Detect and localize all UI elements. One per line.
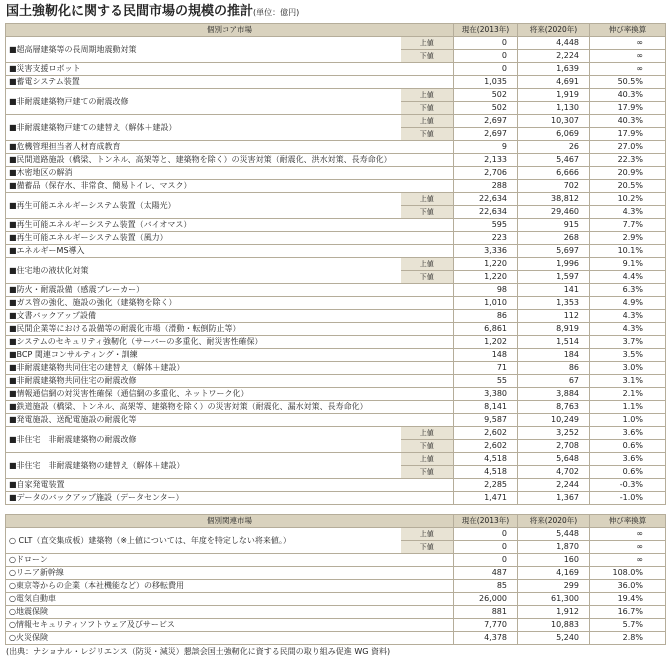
current-value: 4,378	[454, 632, 518, 645]
table-row	[6, 154, 666, 167]
header-future: 将来(2020年)	[518, 24, 590, 37]
future-value: 26	[518, 141, 590, 154]
growth-rate: 10.1%	[590, 245, 666, 258]
bound-label: 上値	[401, 193, 454, 206]
item-label: ■防火・耐震設備（感震ブレーカー）	[6, 284, 454, 297]
future-value: 1,353	[518, 297, 590, 310]
growth-rate: 2.1%	[590, 388, 666, 401]
current-value: 4,518	[454, 466, 518, 479]
table-row	[6, 593, 666, 606]
growth-rate: ∞	[590, 63, 666, 76]
growth-rate: ∞	[590, 554, 666, 567]
growth-rate: 6.3%	[590, 284, 666, 297]
item-label: ■災害支援ロボット	[6, 63, 454, 76]
growth-rate: 0.6%	[590, 466, 666, 479]
unit-note: (単位：億円)	[253, 8, 300, 17]
future-value: 184	[518, 349, 590, 362]
growth-rate: ∞	[590, 528, 666, 541]
growth-rate: 3.0%	[590, 362, 666, 375]
growth-rate: 4.3%	[590, 323, 666, 336]
current-value: 0	[454, 541, 518, 554]
future-value: 1,367	[518, 492, 590, 505]
current-value: 71	[454, 362, 518, 375]
future-value: 5,648	[518, 453, 590, 466]
growth-rate: -0.3%	[590, 479, 666, 492]
current-value: 2,706	[454, 167, 518, 180]
growth-rate: 17.9%	[590, 128, 666, 141]
source-note: (出典：ナショナル・レジリエンス（防災・減災）懇談会国土強靭化に資する民間の取り組み促進 WG 資料)	[6, 647, 391, 656]
table-row	[6, 180, 666, 193]
related-market-header	[6, 515, 666, 528]
future-value: 915	[518, 219, 590, 232]
item-label: ■非住宅 非耐震建築物の建替え（解体＋建設）	[6, 453, 401, 479]
future-value: 8,919	[518, 323, 590, 336]
current-value: 6,861	[454, 323, 518, 336]
table-row	[6, 479, 666, 492]
item-label: ■非耐震建築物戸建ての耐震改修	[6, 89, 401, 115]
table-row	[6, 310, 666, 323]
table-row	[6, 632, 666, 645]
future-value: 4,691	[518, 76, 590, 89]
growth-rate: 2.9%	[590, 232, 666, 245]
future-value: 1,912	[518, 606, 590, 619]
current-value: 2,602	[454, 427, 518, 440]
page-title	[6, 3, 299, 21]
future-value: 3,884	[518, 388, 590, 401]
growth-rate: 16.7%	[590, 606, 666, 619]
header-item: 個別コア市場	[6, 24, 454, 37]
table-row	[6, 193, 666, 206]
future-value: 61,300	[518, 593, 590, 606]
current-value: 2,133	[454, 154, 518, 167]
table-row	[6, 567, 666, 580]
table-row	[6, 284, 666, 297]
future-value: 86	[518, 362, 590, 375]
item-label: ■エネルギーMS導入	[6, 245, 454, 258]
table-row	[6, 37, 666, 50]
future-value: 1,996	[518, 258, 590, 271]
table-row	[6, 219, 666, 232]
table-row	[6, 427, 666, 440]
current-value: 3,336	[454, 245, 518, 258]
future-value: 1,514	[518, 336, 590, 349]
future-value: 6,666	[518, 167, 590, 180]
future-value: 4,702	[518, 466, 590, 479]
item-label: ○火災保険	[6, 632, 454, 645]
growth-rate: 4.3%	[590, 310, 666, 323]
table-row	[6, 349, 666, 362]
related-market-table	[5, 514, 666, 645]
table-row	[6, 388, 666, 401]
growth-rate: 40.3%	[590, 89, 666, 102]
future-value: 2,244	[518, 479, 590, 492]
future-value: 299	[518, 580, 590, 593]
item-label: ■再生可能エネルギーシステム装置（バイオマス）	[6, 219, 454, 232]
header-growth: 伸び率換算	[590, 515, 666, 528]
future-value: 1,597	[518, 271, 590, 284]
growth-rate: 0.6%	[590, 440, 666, 453]
current-value: 2,697	[454, 128, 518, 141]
current-value: 3,380	[454, 388, 518, 401]
item-label: ■鉄道施設（橋梁、トンネル、高架等、建築物を除く）の災害対策（耐震化、漏水対策、長寿命化）	[6, 401, 454, 414]
current-value: 2,285	[454, 479, 518, 492]
growth-rate: 20.9%	[590, 167, 666, 180]
current-value: 502	[454, 102, 518, 115]
future-value: 1,919	[518, 89, 590, 102]
item-label: ■システムのセキュリティ強靭化（サーバーの多重化、耐災害性確保）	[6, 336, 454, 349]
current-value: 9	[454, 141, 518, 154]
growth-rate: 3.5%	[590, 349, 666, 362]
bound-label: 上値	[401, 427, 454, 440]
current-value: 8,141	[454, 401, 518, 414]
item-label: ■超高層建築等の長周期地震動対策	[6, 37, 401, 63]
item-label: ■危機管理担当者人材育成教育	[6, 141, 454, 154]
growth-rate: 5.7%	[590, 619, 666, 632]
item-label: ■再生可能エネルギーシステム装置（太陽光）	[6, 193, 401, 219]
header-item: 個別関連市場	[6, 515, 454, 528]
item-label: ○情報セキュリティソフトウェア及びサービス	[6, 619, 454, 632]
growth-rate: 40.3%	[590, 115, 666, 128]
current-value: 55	[454, 375, 518, 388]
table-row	[6, 492, 666, 505]
item-label: ■木密地区の解消	[6, 167, 454, 180]
current-value: 26,000	[454, 593, 518, 606]
table-row	[6, 258, 666, 271]
growth-rate: ∞	[590, 541, 666, 554]
growth-rate: 17.9%	[590, 102, 666, 115]
current-value: 1,010	[454, 297, 518, 310]
item-label: ■文書バックアップ設備	[6, 310, 454, 323]
growth-rate: ∞	[590, 50, 666, 63]
growth-rate: 10.2%	[590, 193, 666, 206]
future-value: 5,240	[518, 632, 590, 645]
growth-rate: 3.6%	[590, 427, 666, 440]
current-value: 2,602	[454, 440, 518, 453]
current-value: 0	[454, 554, 518, 567]
current-value: 1,035	[454, 76, 518, 89]
future-value: 10,307	[518, 115, 590, 128]
table-row	[6, 167, 666, 180]
current-value: 86	[454, 310, 518, 323]
current-value: 22,634	[454, 193, 518, 206]
growth-rate: 3.7%	[590, 336, 666, 349]
current-value: 85	[454, 580, 518, 593]
growth-rate: 50.5%	[590, 76, 666, 89]
future-value: 1,870	[518, 541, 590, 554]
growth-rate: -1.0%	[590, 492, 666, 505]
bound-label: 上値	[401, 89, 454, 102]
future-value: 5,448	[518, 528, 590, 541]
item-label: ■民間企業等における設備等の耐震化市場（滑動・転倒防止等）	[6, 323, 454, 336]
table-row	[6, 76, 666, 89]
future-value: 2,224	[518, 50, 590, 63]
current-value: 148	[454, 349, 518, 362]
current-value: 0	[454, 50, 518, 63]
table-row	[6, 232, 666, 245]
growth-rate: 22.3%	[590, 154, 666, 167]
bound-label: 下値	[401, 102, 454, 115]
table-row	[6, 323, 666, 336]
future-value: 3,252	[518, 427, 590, 440]
growth-rate: 3.1%	[590, 375, 666, 388]
growth-rate: 108.0%	[590, 567, 666, 580]
future-value: 10,883	[518, 619, 590, 632]
table-row	[6, 89, 666, 102]
current-value: 22,634	[454, 206, 518, 219]
bound-label: 下値	[401, 466, 454, 479]
growth-rate: 9.1%	[590, 258, 666, 271]
future-value: 5,467	[518, 154, 590, 167]
item-label: ■発電施設、送配電施設の耐震化等	[6, 414, 454, 427]
item-label: ■非耐震建築物共同住宅の耐震改修	[6, 375, 454, 388]
current-value: 288	[454, 180, 518, 193]
item-label: ○地震保険	[6, 606, 454, 619]
core-market-table	[5, 23, 666, 505]
bound-label: 上値	[401, 453, 454, 466]
future-value: 702	[518, 180, 590, 193]
bound-label: 下値	[401, 50, 454, 63]
future-value: 1,130	[518, 102, 590, 115]
item-label: ■非住宅 非耐震建築物の耐震改修	[6, 427, 401, 453]
current-value: 1,202	[454, 336, 518, 349]
future-value: 2,708	[518, 440, 590, 453]
header-current: 現在(2013年)	[454, 24, 518, 37]
current-value: 881	[454, 606, 518, 619]
current-value: 7,770	[454, 619, 518, 632]
growth-rate: 27.0%	[590, 141, 666, 154]
current-value: 1,220	[454, 271, 518, 284]
table-row	[6, 401, 666, 414]
growth-rate: 3.6%	[590, 453, 666, 466]
item-label: ○ドローン	[6, 554, 454, 567]
item-label: ■BCP 関連コンサルティング・訓練	[6, 349, 454, 362]
table-row	[6, 115, 666, 128]
item-label: ○リニア新幹線	[6, 567, 454, 580]
current-value: 1,220	[454, 258, 518, 271]
item-label: ■情報通信網の対災害性確保（通信網の多重化、ネットワーク化）	[6, 388, 454, 401]
current-value: 0	[454, 528, 518, 541]
item-label: ■自家発電装置	[6, 479, 454, 492]
bound-label: 下値	[401, 271, 454, 284]
bound-label: 上値	[401, 115, 454, 128]
current-value: 1,471	[454, 492, 518, 505]
item-label: ■民間道路施設（橋梁、トンネル、高架等と、建築物を除く）の災害対策（耐震化、洪水対策、長寿命化）	[6, 154, 454, 167]
table-row	[6, 375, 666, 388]
current-value: 2,697	[454, 115, 518, 128]
growth-rate: 7.7%	[590, 219, 666, 232]
item-label: ○東京等からの企業（本社機能など）の移転費用	[6, 580, 454, 593]
future-value: 1,639	[518, 63, 590, 76]
table-row	[6, 297, 666, 310]
bound-label: 下値	[401, 206, 454, 219]
growth-rate: 1.0%	[590, 414, 666, 427]
future-value: 268	[518, 232, 590, 245]
growth-rate: 4.3%	[590, 206, 666, 219]
table-row	[6, 528, 666, 541]
header-growth: 伸び率換算	[590, 24, 666, 37]
future-value: 4,448	[518, 37, 590, 50]
table-row	[6, 362, 666, 375]
future-value: 4,169	[518, 567, 590, 580]
future-value: 160	[518, 554, 590, 567]
item-label: ■再生可能エネルギーシステム装置（風力）	[6, 232, 454, 245]
future-value: 29,460	[518, 206, 590, 219]
current-value: 0	[454, 63, 518, 76]
header-future: 将来(2020年)	[518, 515, 590, 528]
bound-label: 下値	[401, 440, 454, 453]
current-value: 98	[454, 284, 518, 297]
table-row	[6, 606, 666, 619]
item-label: ■蓄電システム装置	[6, 76, 454, 89]
item-label: ■住宅地の液状化対策	[6, 258, 401, 284]
bound-label: 下値	[401, 128, 454, 141]
current-value: 223	[454, 232, 518, 245]
item-label: ○ CLT（直交集成板）建築物（※上値については、年度を特定しない将来値。）	[6, 528, 401, 554]
future-value: 38,812	[518, 193, 590, 206]
future-value: 141	[518, 284, 590, 297]
table-row	[6, 414, 666, 427]
growth-rate: ∞	[590, 37, 666, 50]
current-value: 4,518	[454, 453, 518, 466]
growth-rate: 1.1%	[590, 401, 666, 414]
bound-label: 上値	[401, 37, 454, 50]
future-value: 6,069	[518, 128, 590, 141]
title-text: 国土強靭化に関する民間市場の規模の推計	[6, 4, 254, 19]
growth-rate: 36.0%	[590, 580, 666, 593]
growth-rate: 19.4%	[590, 593, 666, 606]
bound-label: 上値	[401, 258, 454, 271]
item-label: ○電気自動車	[6, 593, 454, 606]
table-row	[6, 245, 666, 258]
bound-label: 下値	[401, 541, 454, 554]
growth-rate: 2.8%	[590, 632, 666, 645]
header-current: 現在(2013年)	[454, 515, 518, 528]
growth-rate: 4.9%	[590, 297, 666, 310]
current-value: 502	[454, 89, 518, 102]
current-value: 0	[454, 37, 518, 50]
current-value: 9,587	[454, 414, 518, 427]
item-label: ■非耐震建築物戸建ての建替え（解体＋建設）	[6, 115, 401, 141]
table-row	[6, 619, 666, 632]
table-row	[6, 554, 666, 567]
item-label: ■データのバックアップ施設（データセンター）	[6, 492, 454, 505]
item-label: ■ガス管の強化、施設の強化（建築物を除く）	[6, 297, 454, 310]
core-market-header	[6, 24, 666, 37]
item-label: ■備蓄品（保存水、非常食、簡易トイレ、マスク）	[6, 180, 454, 193]
current-value: 487	[454, 567, 518, 580]
growth-rate: 4.4%	[590, 271, 666, 284]
future-value: 112	[518, 310, 590, 323]
future-value: 10,249	[518, 414, 590, 427]
table-row	[6, 141, 666, 154]
current-value: 595	[454, 219, 518, 232]
future-value: 67	[518, 375, 590, 388]
table-row	[6, 453, 666, 466]
table-row	[6, 580, 666, 593]
future-value: 5,697	[518, 245, 590, 258]
bound-label: 上値	[401, 528, 454, 541]
item-label: ■非耐震建築物共同住宅の建替え（解体＋建設）	[6, 362, 454, 375]
table-row	[6, 336, 666, 349]
table-row	[6, 63, 666, 76]
growth-rate: 20.5%	[590, 180, 666, 193]
future-value: 8,763	[518, 401, 590, 414]
